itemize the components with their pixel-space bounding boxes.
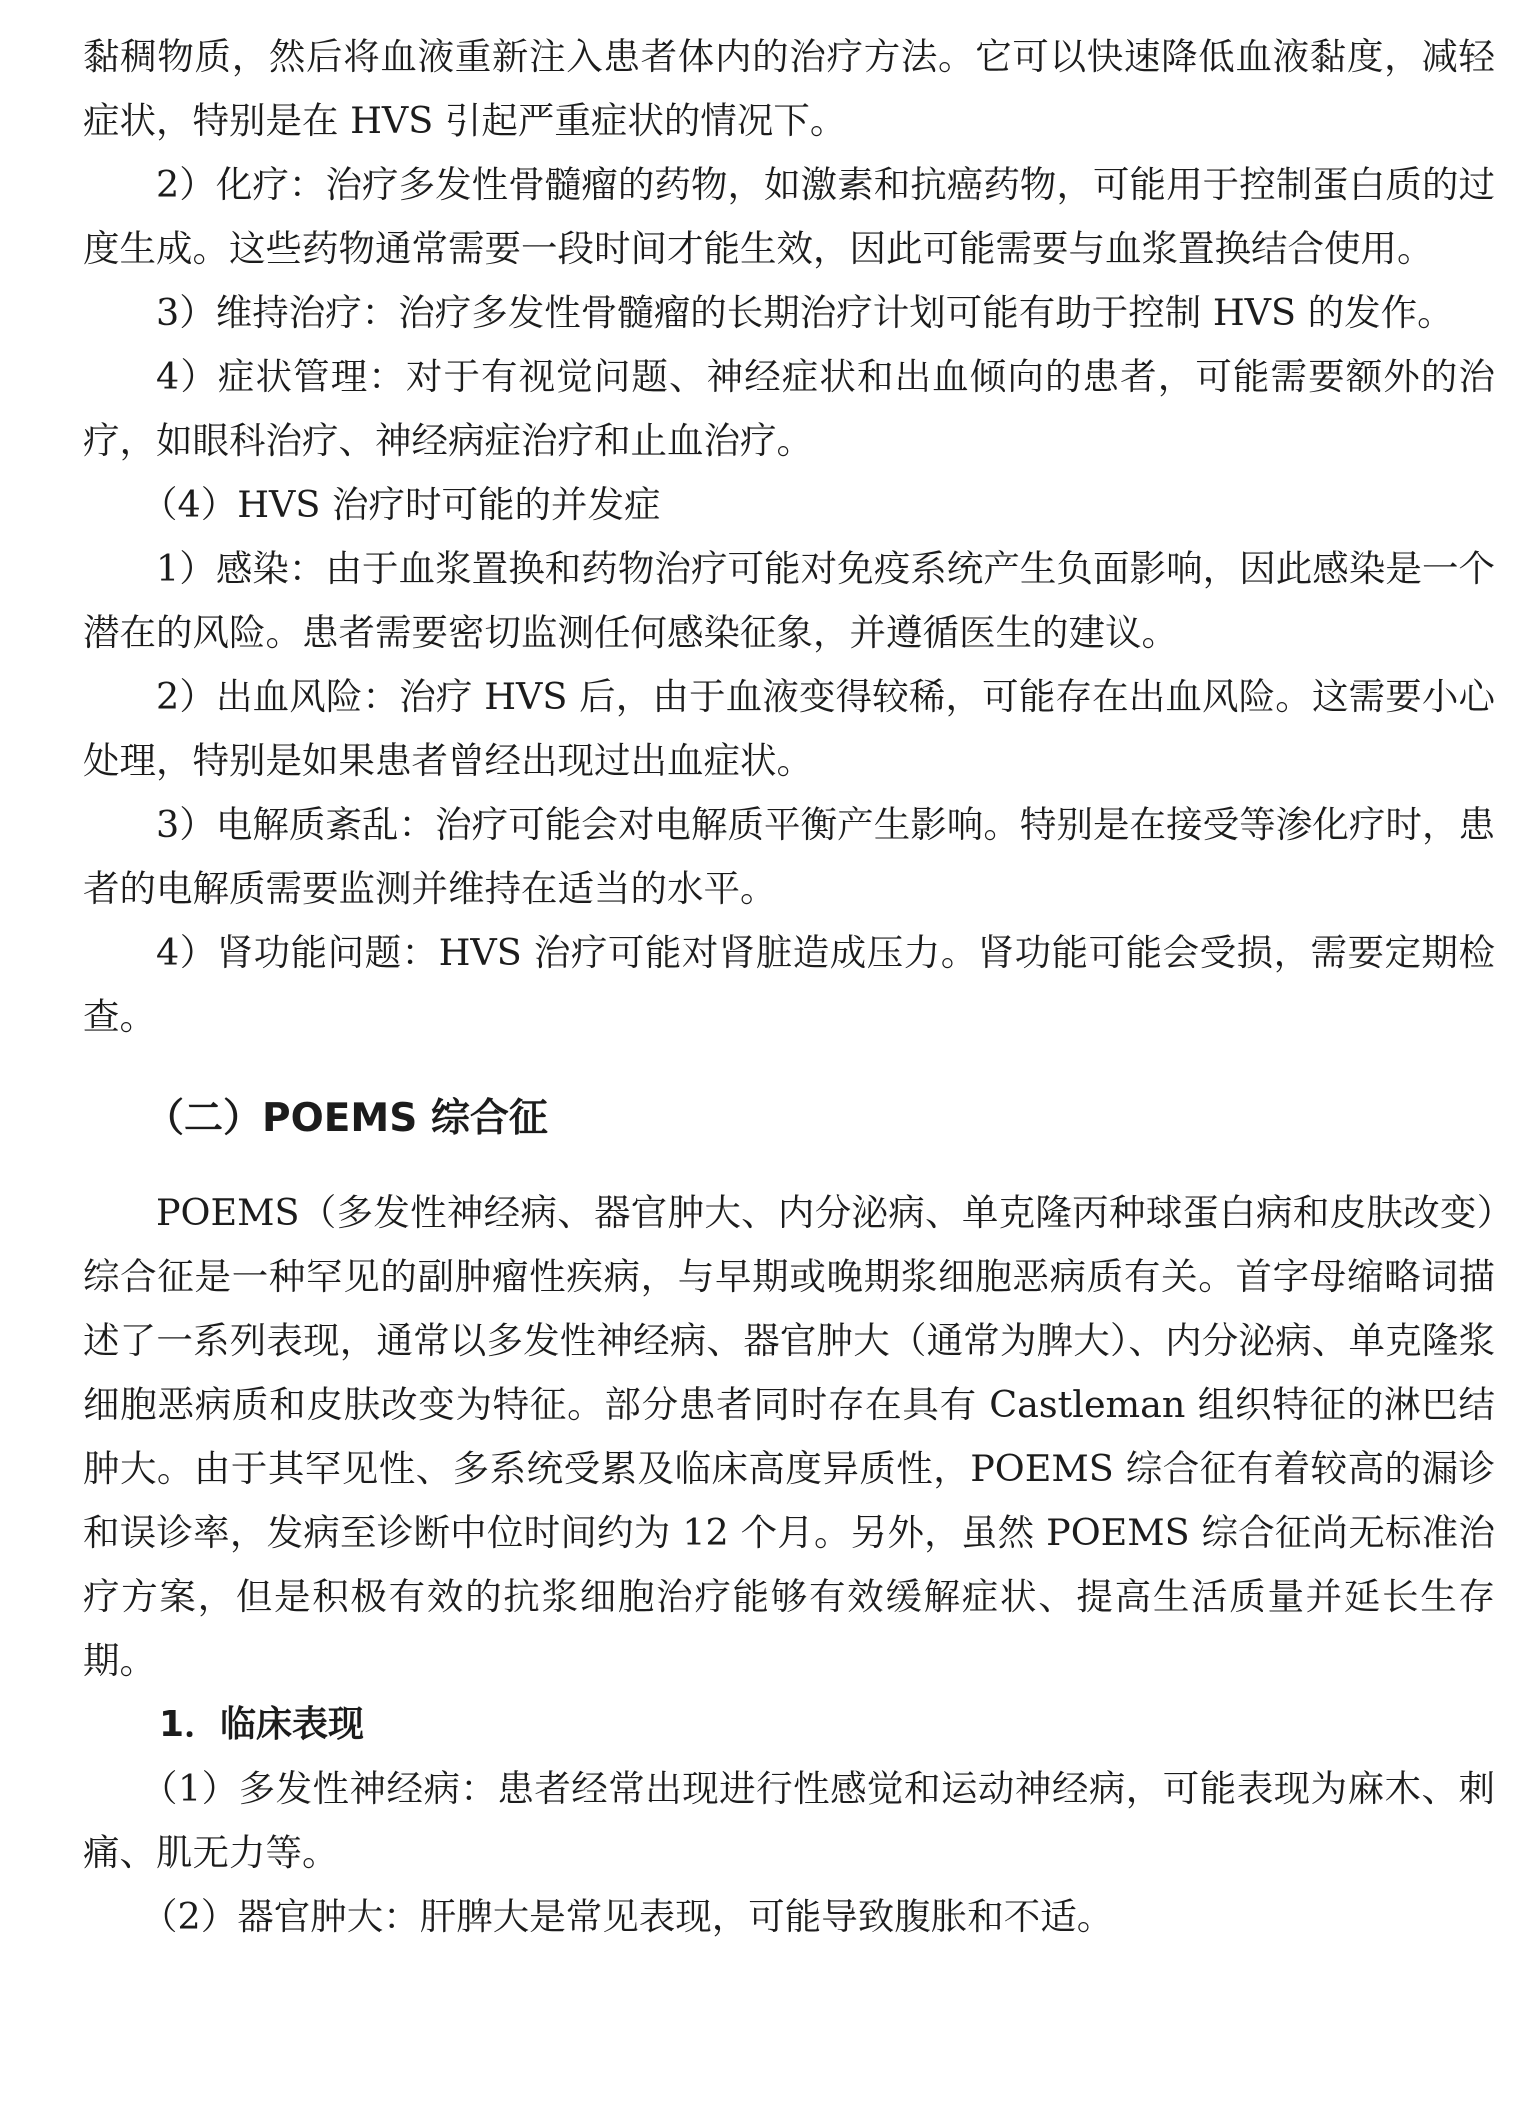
paragraph-polyneuropathy: （1）多发性神经病：患者经常出现进行性感觉和运动神经病，可能表现为麻木、刺痛、肌无力等。 [83, 1767, 1495, 1874]
paragraph-bleeding-risk: 2）出血风险：治疗 HVS 后，由于血液变得较稀，可能存在出血风险。这需要小心处理，特别是如果患者曾经出现过出血症状。 [83, 675, 1495, 782]
paragraph-chemotherapy: 2）化疗：治疗多发性骨髓瘤的药物，如激素和抗癌药物，可能用于控制蛋白质的过度生成。这些药物通常需要一段时间才能生效，因此可能需要与血浆置换结合使用。 [83, 163, 1495, 270]
subheading-hvs-complications: （4）HVS 治疗时可能的并发症 [141, 483, 661, 526]
paragraph-infection: 1）感染：由于血浆置换和药物治疗可能对免疫系统产生负面影响，因此感染是一个潜在的风险。患者需要密切监测任何感染征象，并遵循医生的建议。 [83, 547, 1495, 654]
document-page [83, 25, 1495, 1949]
paragraph-maintenance-therapy: 3）维持治疗：治疗多发性骨髓瘤的长期治疗计划可能有助于控制 HVS 的发作。 [156, 291, 1454, 334]
paragraph-electrolyte-disorder: 3）电解质紊乱：治疗可能会对电解质平衡产生影响。特别是在接受等渗化疗时，患者的电解质需要监测并维持在适当的水平。 [83, 803, 1495, 910]
paragraph-symptom-management: 4）症状管理：对于有视觉问题、神经症状和出血倾向的患者，可能需要额外的治疗，如眼科治疗、神经病症治疗和止血治疗。 [83, 355, 1495, 462]
paragraph-poems-intro: POEMS（多发性神经病、器官肿大、内分泌病、单克隆丙种球蛋白病和皮肤改变）综合征是一种罕见的副肿瘤性疾病，与早期或晚期浆细胞恶病质有关。首字母缩略词描述了一系列表现，通常以多发性神经病、器官肿大（通常为脾大）、内分泌病、单克隆浆细胞恶病质和皮肤改变为特征。部分患者同时存在具有 Castleman 组织特征的淋巴结肿大。由于其罕见性、多系统受累及临床高度异质性，POEMS 综合征有着较高的漏诊和误诊率，发病至诊断中位时间约为 12 个月。另外，虽然 POEMS 综合征尚无标准治疗方案，但是积极有效的抗浆细胞治疗能够有效缓解症状、提高生活质量并延长生存期。 [83, 1191, 1495, 1682]
section-heading-poems: （二）POEMS 综合征 [145, 1096, 548, 1141]
paragraph-renal-function: 4）肾功能问题：HVS 治疗可能对肾脏造成压力。肾功能可能会受损，需要定期检查。 [83, 931, 1495, 1038]
paragraph-plasma-exchange-continued: 黏稠物质，然后将血液重新注入患者体内的治疗方法。它可以快速降低血液黏度，减轻症状，特别是在 HVS 引起严重症状的情况下。 [83, 35, 1495, 142]
subsection-heading-clinical: 1．临床表现 [159, 1704, 365, 1745]
paragraph-organomegaly: （2）器官肿大：肝脾大是常见表现，可能导致腹胀和不适。 [141, 1895, 1114, 1938]
